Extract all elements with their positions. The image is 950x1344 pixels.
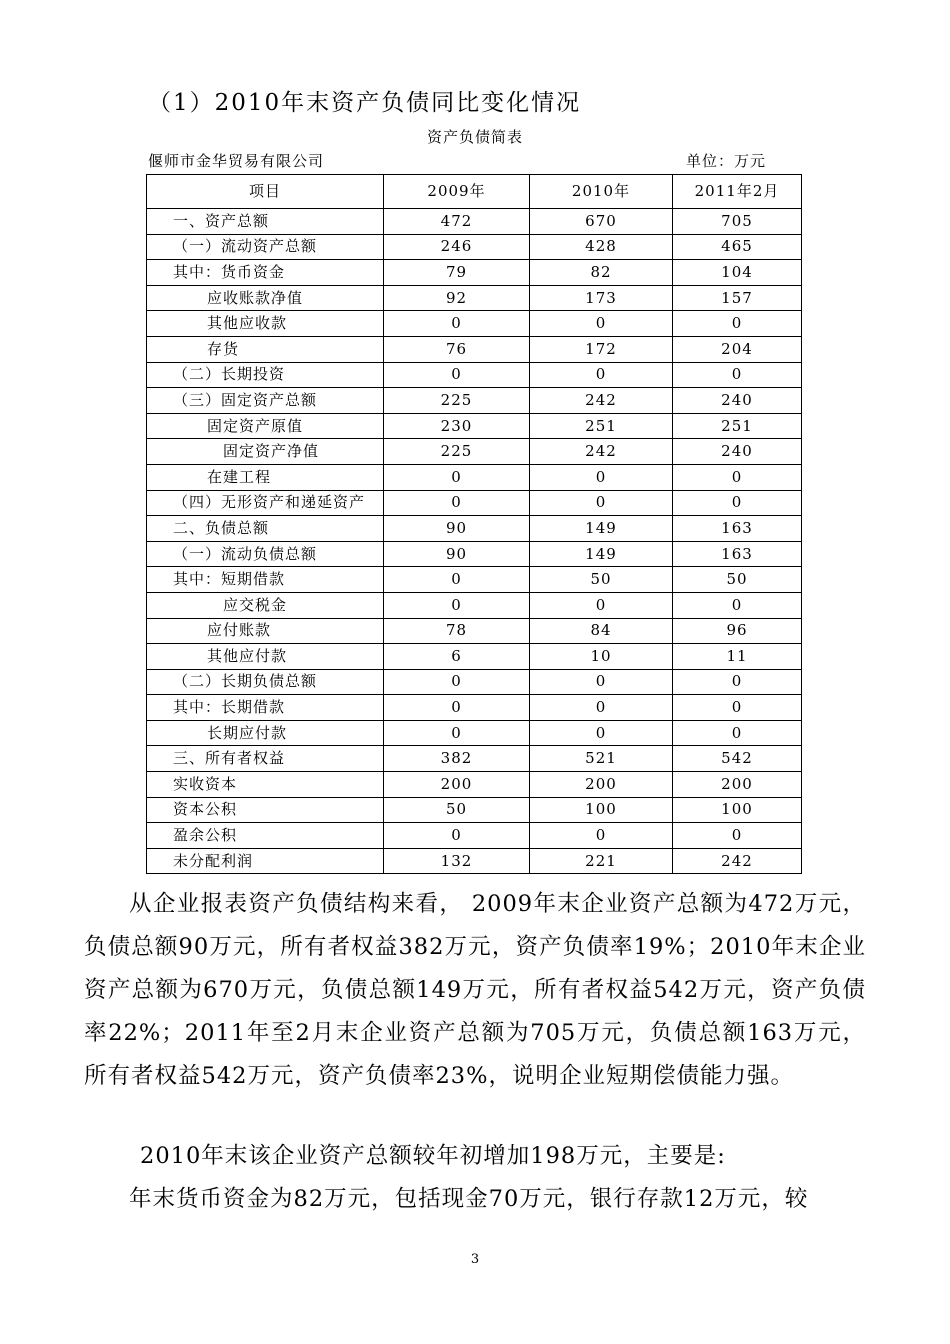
cell-2009: 382 (384, 746, 530, 772)
table-row (147, 388, 802, 414)
row-item-label: 存货 (147, 336, 384, 362)
table-row (147, 746, 802, 772)
column-header-2011-feb: 2011年2月 (673, 175, 802, 209)
cell-2009: 50 (384, 797, 530, 823)
row-item-label: （三）固定资产总额 (147, 388, 384, 414)
row-item-label: 其他应付款 (147, 644, 384, 670)
cell-2010: 0 (530, 464, 673, 490)
row-item-label: 其中：长期借款 (147, 695, 384, 721)
cell-2009: 0 (384, 592, 530, 618)
cell-2009: 79 (384, 260, 530, 286)
cell-2011-feb: 240 (673, 388, 802, 414)
row-item-label: 盈余公积 (147, 823, 384, 849)
cell-2010: 242 (530, 439, 673, 465)
cell-2010: 10 (530, 644, 673, 670)
table-row (147, 592, 802, 618)
row-item-label: 应收账款净值 (147, 285, 384, 311)
cell-2009: 92 (384, 285, 530, 311)
cell-2010: 521 (530, 746, 673, 772)
cell-2010: 200 (530, 772, 673, 798)
table-row (147, 260, 802, 286)
cell-2010: 172 (530, 336, 673, 362)
cell-2011-feb: 0 (673, 464, 802, 490)
row-item-label: 固定资产原值 (147, 413, 384, 439)
cell-2011-feb: 242 (673, 848, 802, 874)
cell-2011-feb: 240 (673, 439, 802, 465)
table-header-row (147, 175, 802, 209)
table-row (147, 644, 802, 670)
cell-2009: 132 (384, 848, 530, 874)
cell-2011-feb: 104 (673, 260, 802, 286)
table-row (147, 490, 802, 516)
row-item-label: 其他应收款 (147, 311, 384, 337)
table-row (147, 234, 802, 260)
cell-2009: 230 (384, 413, 530, 439)
row-item-label: 资本公积 (147, 797, 384, 823)
cell-2010: 82 (530, 260, 673, 286)
cell-2009: 0 (384, 311, 530, 337)
cell-2009: 6 (384, 644, 530, 670)
table-row (147, 695, 802, 721)
row-item-label: （四）无形资产和递延资产 (147, 490, 384, 516)
row-item-label: 应交税金 (147, 592, 384, 618)
table-row (147, 336, 802, 362)
cell-2010: 670 (530, 209, 673, 235)
table-row (147, 772, 802, 798)
cell-2010: 242 (530, 388, 673, 414)
table-row (147, 848, 802, 874)
cell-2010: 428 (530, 234, 673, 260)
cell-2010: 0 (530, 669, 673, 695)
row-item-label: 二、负债总额 (147, 516, 384, 542)
balance-sheet-table (146, 174, 802, 874)
cell-2011-feb: 0 (673, 311, 802, 337)
cell-2011-feb: 0 (673, 720, 802, 746)
column-header-2010: 2010年 (530, 175, 673, 209)
cell-2011-feb: 0 (673, 695, 802, 721)
table-row (147, 516, 802, 542)
table-row (147, 439, 802, 465)
cell-2010: 0 (530, 490, 673, 516)
cell-2010: 50 (530, 567, 673, 593)
cell-2011-feb: 0 (673, 362, 802, 388)
table-row (147, 720, 802, 746)
cell-2009: 225 (384, 388, 530, 414)
cell-2011-feb: 96 (673, 618, 802, 644)
row-item-label: （二）长期投资 (147, 362, 384, 388)
cell-2010: 149 (530, 516, 673, 542)
row-item-label: 长期应付款 (147, 720, 384, 746)
cell-2009: 0 (384, 695, 530, 721)
cell-2011-feb: 11 (673, 644, 802, 670)
table-row (147, 797, 802, 823)
cell-2010: 221 (530, 848, 673, 874)
row-item-label: 未分配利润 (147, 848, 384, 874)
cell-2010: 0 (530, 823, 673, 849)
cell-2011-feb: 542 (673, 746, 802, 772)
cell-2009: 225 (384, 439, 530, 465)
cell-2009: 472 (384, 209, 530, 235)
row-item-label: 其中：货币资金 (147, 260, 384, 286)
cell-2009: 76 (384, 336, 530, 362)
row-item-label: 在建工程 (147, 464, 384, 490)
table-row (147, 209, 802, 235)
cell-2009: 0 (384, 490, 530, 516)
cell-2010: 100 (530, 797, 673, 823)
cell-2011-feb: 705 (673, 209, 802, 235)
cell-2009: 0 (384, 567, 530, 593)
cell-2010: 149 (530, 541, 673, 567)
row-item-label: 三、所有者权益 (147, 746, 384, 772)
section-heading: （1）2010年末资产负债同比变化情况 (148, 90, 582, 116)
table-row (147, 541, 802, 567)
cell-2010: 251 (530, 413, 673, 439)
cell-2011-feb: 157 (673, 285, 802, 311)
row-item-label: 其中：短期借款 (147, 567, 384, 593)
company-name: 偃师市金华贸易有限公司 (148, 152, 325, 170)
cell-2011-feb: 251 (673, 413, 802, 439)
table-row (147, 311, 802, 337)
cell-2011-feb: 200 (673, 772, 802, 798)
table-row (147, 823, 802, 849)
column-header-item: 项目 (147, 175, 384, 209)
cell-2011-feb: 50 (673, 567, 802, 593)
row-item-label: （二）长期负债总额 (147, 669, 384, 695)
paragraph-structure-analysis: 从企业报表资产负债结构来看， 2009年末企业资产总额为472万元，负债总额90万元，所有者权益382万元，资产负债率19%；2010年末企业资产总额为670万元，负债总额149万元，所有者权益542万元，资产负债率22%；2011年至2月末企业资产总额为705万元，负债总额163万元，所有者权益542万元，资产负债率23%，说明企业短期偿债能力强。 (84, 891, 866, 1089)
cell-2010: 173 (530, 285, 673, 311)
table-row (147, 464, 802, 490)
cell-2009: 200 (384, 772, 530, 798)
unit-label: 单位：万元 (686, 152, 767, 170)
cell-2009: 0 (384, 823, 530, 849)
paragraph-cash-detail: 年末货币资金为82万元，包括现金70万元，银行存款12万元，较 (129, 1186, 809, 1212)
table-row (147, 285, 802, 311)
cell-2009: 90 (384, 541, 530, 567)
cell-2010: 84 (530, 618, 673, 644)
cell-2009: 0 (384, 464, 530, 490)
cell-2011-feb: 100 (673, 797, 802, 823)
cell-2011-feb: 0 (673, 592, 802, 618)
cell-2010: 0 (530, 311, 673, 337)
table-caption: 资产负债简表 (426, 128, 523, 146)
cell-2010: 0 (530, 592, 673, 618)
cell-2010: 0 (530, 695, 673, 721)
row-item-label: 实收资本 (147, 772, 384, 798)
row-item-label: 一、资产总额 (147, 209, 384, 235)
table-row (147, 669, 802, 695)
cell-2009: 0 (384, 362, 530, 388)
column-header-2009: 2009年 (384, 175, 530, 209)
cell-2009: 0 (384, 669, 530, 695)
cell-2011-feb: 0 (673, 490, 802, 516)
cell-2011-feb: 163 (673, 516, 802, 542)
row-item-label: （一）流动资产总额 (147, 234, 384, 260)
cell-2011-feb: 465 (673, 234, 802, 260)
row-item-label: （一）流动负债总额 (147, 541, 384, 567)
paragraph-asset-increase: 2010年末该企业资产总额较年初增加198万元，主要是: (140, 1143, 726, 1169)
cell-2009: 78 (384, 618, 530, 644)
cell-2011-feb: 0 (673, 669, 802, 695)
table-row (147, 567, 802, 593)
table-row (147, 362, 802, 388)
cell-2009: 90 (384, 516, 530, 542)
cell-2009: 0 (384, 720, 530, 746)
row-item-label: 应付账款 (147, 618, 384, 644)
cell-2010: 0 (530, 362, 673, 388)
cell-2011-feb: 0 (673, 823, 802, 849)
table-row (147, 618, 802, 644)
row-item-label: 固定资产净值 (147, 439, 384, 465)
page-number: 3 (470, 1252, 480, 1267)
cell-2010: 0 (530, 720, 673, 746)
table-row (147, 413, 802, 439)
cell-2011-feb: 204 (673, 336, 802, 362)
cell-2009: 246 (384, 234, 530, 260)
cell-2011-feb: 163 (673, 541, 802, 567)
